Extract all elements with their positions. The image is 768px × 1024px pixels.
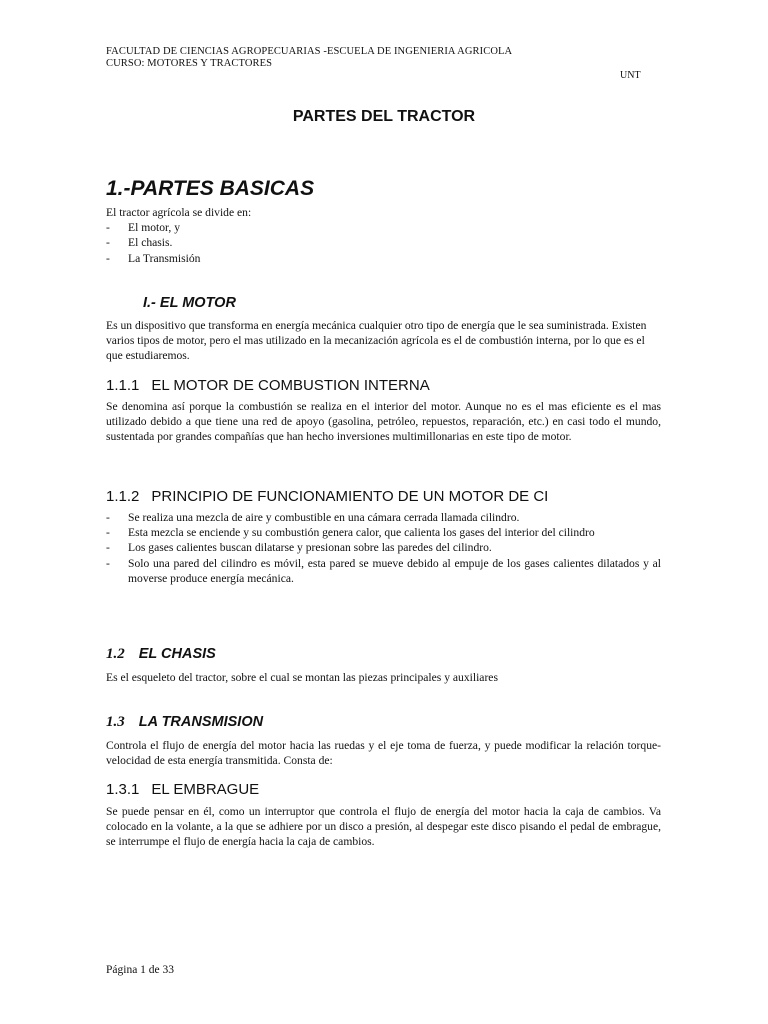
section-heading-partes-basicas: 1.-PARTES BASICAS [106, 177, 315, 200]
principio-list [106, 510, 661, 586]
embrague-paragraph: Se puede pensar en él, como un interruptor que controla el flujo de energía del motor hacia la caja de cambios. Va colocado en la volante, a la que se adhiere por un disco a presión, al despegar este disco pisando el pedal de embrague, se interrumpe el flujo de energía hacia la caja de cambios. [106, 805, 661, 849]
heading-number: 1.3 [106, 714, 125, 730]
heading-text: LA TRANSMISION [138, 714, 264, 730]
transmision-paragraph: Controla el flujo de energía del motor hacia las ruedas y el eje toma de fuerza, y puede modificar la relación torque-velocidad de esta energía transmitida. Consta de: [106, 739, 661, 768]
list-item: - Se realiza una mezcla de aire y combustible en una cámara cerrada llamada cilindro. [106, 510, 661, 525]
heading-el-motor: I.- EL MOTOR [143, 295, 236, 311]
header-institution: UNT [620, 70, 641, 81]
list-item: - Solo una pared del cilindro es móvil, esta pared se mueve debido al empuje de los gases calientes dilatados y al moverse produce energía mecánica. [106, 556, 661, 586]
list-item: - El chasis. [106, 235, 661, 250]
principio-block [106, 510, 661, 586]
list-item: - Los gases calientes buscan dilatarse y presionan sobre las paredes del cilindro. [106, 540, 661, 555]
list-item: - El motor, y [106, 220, 661, 235]
heading-motor-combustion-interna [106, 377, 430, 394]
heading-la-transmision [106, 714, 263, 731]
heading-text: EL CHASIS [138, 646, 216, 662]
heading-text: PRINCIPIO DE FUNCIONAMIENTO DE UN MOTOR DE CI [151, 488, 549, 505]
header-course: CURSO: MOTORES Y TRACTORES [106, 58, 273, 69]
heading-text: EL MOTOR DE COMBUSTION INTERNA [151, 377, 430, 394]
heading-number: 1.1.2 [106, 488, 140, 505]
heading-number: 1.2 [106, 646, 125, 662]
header-faculty: FACULTAD DE CIENCIAS AGROPECUARIAS -ESCUELA DE INGENIERIA AGRICOLA [106, 46, 513, 57]
parts-list [106, 220, 661, 266]
combustion-paragraph: Se denomina así porque la combustión se realiza en el interior del motor. Aunque no es el mas eficiente es el mas utilizado debido a que tiene una red de apoyo (gasolina, petróleo, repuestos, reparación, etc.) en casi todo el mundo, sustentada por grandes compañías que han hecho inversiones multimillonarias en este tipo de motor. [106, 400, 661, 444]
section1-intro: El tractor agrícola se divide en: [106, 206, 252, 219]
heading-number: 1.3.1 [106, 781, 140, 798]
chasis-paragraph: Es el esqueleto del tractor, sobre el cual se montan las piezas principales y auxiliares [106, 671, 498, 684]
heading-principio-funcionamiento [106, 488, 548, 505]
page-title: PARTES DEL TRACTOR [292, 108, 476, 125]
heading-el-chasis [106, 646, 216, 663]
page-number: Página 1 de 33 [106, 964, 175, 976]
motor-paragraph: Es un dispositivo que transforma en energía mecánica cualquier otro tipo de energía que le sea suministrada. Existen varios tipos de motor, pero el mas utilizado en la mecanización agrícola es el de combustión interna, por lo que es el que estudiaremos. [106, 319, 647, 363]
heading-text: EL EMBRAGUE [151, 781, 260, 798]
list-item: - Esta mezcla se enciende y su combustión genera calor, que calienta los gases del interior del cilindro [106, 525, 661, 540]
list-item: - La Transmisión [106, 251, 661, 266]
section1-block [106, 205, 661, 266]
heading-number: 1.1.1 [106, 377, 140, 394]
heading-el-embrague [106, 781, 259, 798]
